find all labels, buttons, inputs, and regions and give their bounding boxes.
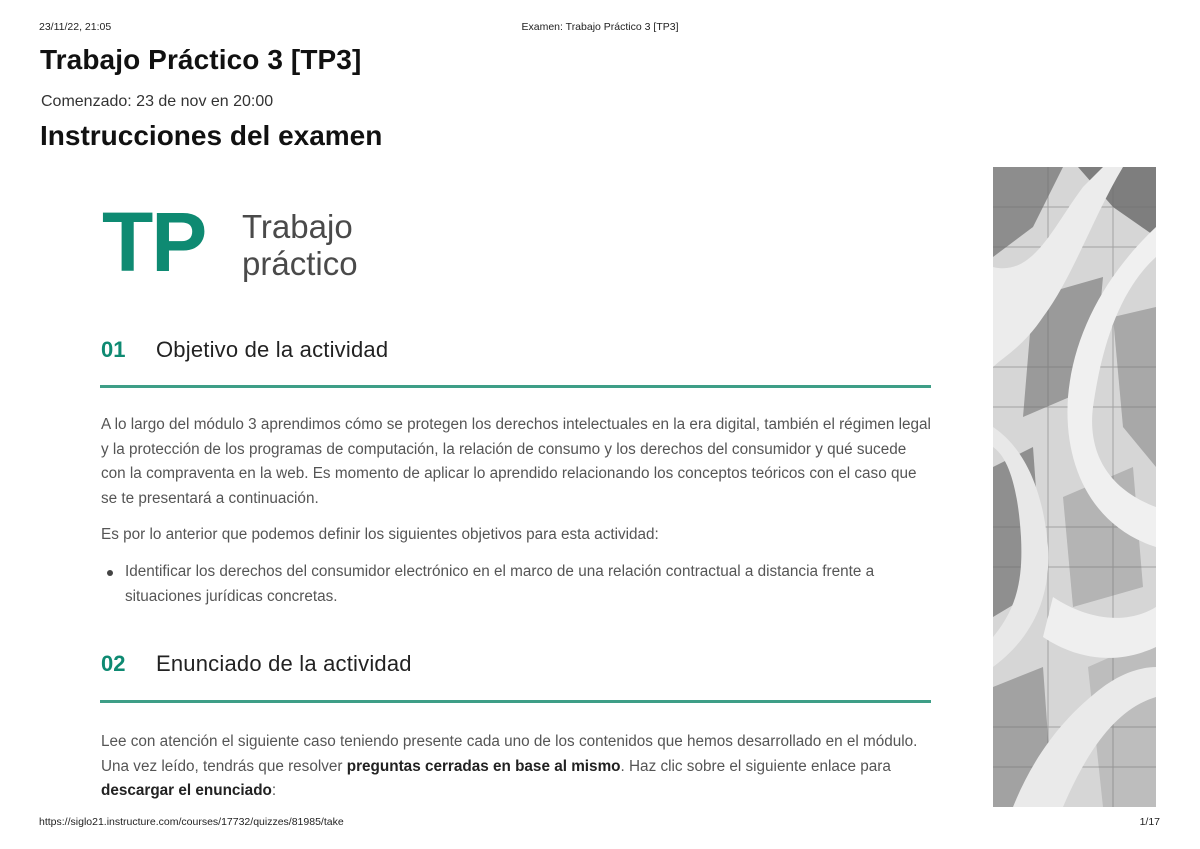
section-number: 02: [101, 651, 126, 676]
tp-logo: [102, 195, 422, 290]
print-header: [0, 21, 1200, 35]
section-divider: [100, 385, 931, 388]
statement-paragraph: [101, 730, 931, 804]
objectives-intro: Es por lo anterior que podemos definir los siguientes objetivos para esta actividad:: [101, 526, 659, 543]
section-number: 01: [101, 337, 126, 362]
objective-paragraph: A lo largo del módulo 3 aprendimos cómo se protegen los derechos intelectuales en la era digital, también el régimen legal y la protección de los programas de computación, la relación de consumo y los derechos del consumidor y qué sucede con la compraventa en la web. Es momento de aplicar lo aprendido relacionando los conceptos teóricos con el caso que se te presentará a continuación.: [101, 416, 931, 507]
section-divider: [100, 700, 931, 703]
section-heading-enunciado: [101, 651, 801, 681]
page-title: Trabajo Práctico 3 [TP3]: [40, 44, 362, 75]
architecture-illustration: [993, 167, 1156, 807]
instructions-heading: Instrucciones del examen: [40, 120, 383, 151]
statement-emphasis: preguntas cerradas en base al mismo: [346, 757, 621, 775]
page-number: 1/17: [1139, 816, 1160, 828]
list-item-text: Identificar los derechos del consumidor electrónico en el marco de una relación contractual a distancia frente a situaciones jurídicas concretas.: [125, 563, 875, 605]
statement-text: :: [271, 782, 277, 799]
tp-logo-letters: TP: [102, 195, 206, 289]
print-datetime: 23/11/22, 21:05: [39, 21, 112, 33]
print-url: https://siglo21.instructure.com/courses/17732/quizzes/81985/take: [39, 816, 344, 828]
tp-logo-word-line1: Trabajo: [242, 208, 353, 245]
statement-text: Lee con atención el siguiente caso teniendo presente cada uno de los contenidos que hemos desarrollado en el módulo. Una vez leído, tendrás que resolver: [101, 733, 918, 775]
section-heading-objetivo: [101, 337, 801, 367]
print-footer: [0, 816, 1200, 830]
decorative-architecture-image: [993, 167, 1156, 807]
section-title: Enunciado de la actividad: [156, 651, 412, 676]
bullet-icon: [107, 570, 113, 576]
started-timestamp: Comenzado: 23 de nov en 20:00: [41, 93, 274, 110]
statement-text: . Haz clic sobre el siguiente enlace para: [620, 757, 891, 775]
section-title: Objetivo de la actividad: [156, 337, 389, 362]
download-statement-emphasis: descargar el enunciado: [101, 782, 272, 799]
print-page-title: Examen: Trabajo Práctico 3 [TP3]: [521, 21, 679, 33]
tp-logo-word-line2: práctico: [242, 245, 358, 282]
